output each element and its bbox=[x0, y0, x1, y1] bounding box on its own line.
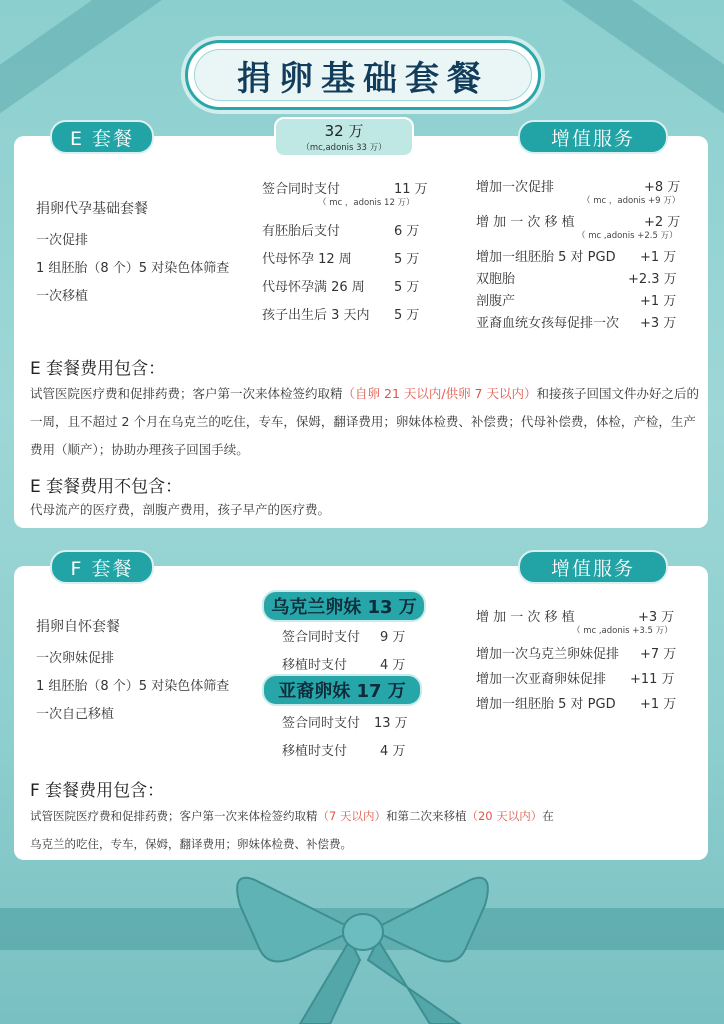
package-e-item: 一次移植 bbox=[36, 289, 89, 304]
package-f-include-heading: F 套餐费用包含： bbox=[30, 781, 165, 801]
package-e-addon-tag: 增值服务 bbox=[518, 120, 668, 154]
page-title: 捐卵基础套餐 bbox=[194, 49, 532, 101]
addon-label: 增加一次促排 bbox=[476, 180, 555, 195]
package-f-item: 一次卵妹促排 bbox=[36, 651, 115, 666]
addon-label: 双胞胎 bbox=[476, 272, 516, 287]
payment-amount: 6 万 bbox=[394, 224, 420, 239]
package-e-item: 一次促排 bbox=[36, 233, 89, 248]
addon-price: +7 万 bbox=[640, 647, 677, 662]
package-e-price-badge bbox=[274, 117, 414, 157]
payment-label: 移植时支付 bbox=[282, 744, 348, 759]
addon-label: 增加一组胚胎 5 对 PGD bbox=[476, 250, 616, 265]
addon-price: +8 万 bbox=[644, 180, 681, 195]
addon-note: （ mc ,adonis +2.5 万） bbox=[577, 231, 678, 241]
asian-donor-price: 亚裔卵妹 17 万 bbox=[262, 674, 422, 706]
ribbon-diagonal-right bbox=[536, 0, 724, 131]
payment-note: （ mc ，adonis 12 万） bbox=[318, 198, 415, 208]
package-e-price-note: （mc,adonis 33 万） bbox=[301, 143, 387, 153]
payment-label: 代母怀孕 12 周 bbox=[262, 252, 352, 267]
include-highlight: （20 天以内） bbox=[466, 809, 543, 823]
include-highlight: （7 天以内） bbox=[317, 809, 386, 823]
include-highlight: （自卵 21 天以内/供卵 7 天以内） bbox=[342, 386, 537, 401]
title-banner bbox=[185, 40, 541, 110]
payment-label: 有胚胎后支付 bbox=[262, 224, 341, 239]
addon-price: +2 万 bbox=[644, 215, 681, 230]
addon-label: 增 加 一 次 移 植 bbox=[476, 215, 575, 230]
package-e-exclude-heading: E 套餐费用不包含： bbox=[30, 477, 183, 497]
payment-label: 代母怀孕满 26 周 bbox=[262, 280, 365, 295]
addon-label: 亚裔血统女孩每促排一次 bbox=[476, 316, 620, 331]
addon-price: +11 万 bbox=[630, 672, 675, 687]
include-text: 试管医院医疗费和促排药费；客户第一次来体检签约取精 bbox=[30, 386, 343, 401]
include-text: 在 bbox=[542, 809, 554, 823]
package-e-include-text bbox=[30, 380, 700, 464]
ribbon-band bbox=[0, 908, 724, 950]
addon-price: +3 万 bbox=[640, 316, 677, 331]
payment-label: 签合同时支付 bbox=[262, 182, 341, 197]
package-f-tag: F 套餐 bbox=[50, 550, 154, 584]
package-e-include-heading: E 套餐费用包含： bbox=[30, 359, 166, 379]
include-text: 乌克兰的吃住，专车，保姆，翻译费用；卵妹体检费、补偿费。 bbox=[30, 837, 352, 851]
addon-label: 增 加 一 次 移 植 bbox=[476, 610, 575, 625]
payment-amount: 9 万 bbox=[380, 630, 406, 645]
payment-amount: 5 万 bbox=[394, 252, 420, 267]
addon-price: +1 万 bbox=[640, 250, 677, 265]
addon-label: 剖腹产 bbox=[476, 294, 516, 309]
addon-price: +1 万 bbox=[640, 294, 677, 309]
package-e-item: 1 组胚胎（8 个）5 对染色体筛查 bbox=[36, 261, 230, 276]
addon-label: 增加一次乌克兰卵妹促排 bbox=[476, 647, 620, 662]
package-e-exclude-text: 代母流产的医疗费，剖腹产费用，孩子早产的医疗费。 bbox=[30, 502, 331, 517]
ukraine-donor-price: 乌克兰卵妹 13 万 bbox=[262, 590, 426, 622]
addon-note: （ mc ，adonis +9 万） bbox=[582, 196, 681, 206]
payment-amount: 11 万 bbox=[394, 182, 428, 197]
include-text: 试管医院医疗费和促排药费；客户第一次来体检签约取精 bbox=[30, 809, 318, 823]
payment-amount: 13 万 bbox=[374, 716, 408, 731]
package-e-price: 32 万 bbox=[324, 122, 364, 140]
include-text: 和接孩子回国文件办好之后的一周，且不超过 2 个月在乌克兰的吃住，专车，保姆，翻译费用；卵妹体检费、补偿费；代母补偿费，体检，产检，生产费用（顺产）；协助办理孩子回国手续。 bbox=[30, 386, 699, 457]
addon-label: 增加一次亚裔卵妹促排 bbox=[476, 672, 607, 687]
addon-price: +1 万 bbox=[640, 697, 677, 712]
ribbon-diagonal-left bbox=[0, 0, 188, 131]
package-f-item: 1 组胚胎（8 个）5 对染色体筛查 bbox=[36, 679, 230, 694]
addon-label: 增加一组胚胎 5 对 PGD bbox=[476, 697, 616, 712]
package-f-include-text bbox=[30, 802, 690, 858]
package-e-tag: E 套餐 bbox=[50, 120, 154, 154]
package-f-addon-tag: 增值服务 bbox=[518, 550, 668, 584]
addon-price: +3 万 bbox=[638, 610, 675, 625]
payment-label: 移植时支付 bbox=[282, 658, 348, 673]
package-e-name: 捐卵代孕基础套餐 bbox=[36, 201, 148, 217]
addon-note: （ mc ,adonis +3.5 万） bbox=[572, 626, 673, 636]
payment-label: 签合同时支付 bbox=[282, 716, 361, 731]
addon-price: +2.3 万 bbox=[628, 272, 677, 287]
payment-amount: 5 万 bbox=[394, 308, 420, 323]
package-f-name: 捐卵自怀套餐 bbox=[36, 619, 120, 635]
include-text: 和第二次来移植 bbox=[385, 809, 467, 823]
package-f-item: 一次自己移植 bbox=[36, 707, 115, 722]
payment-label: 签合同时支付 bbox=[282, 630, 361, 645]
payment-amount: 5 万 bbox=[394, 280, 420, 295]
payment-amount: 4 万 bbox=[380, 658, 406, 673]
payment-amount: 4 万 bbox=[380, 744, 406, 759]
payment-label: 孩子出生后 3 天内 bbox=[262, 308, 370, 323]
